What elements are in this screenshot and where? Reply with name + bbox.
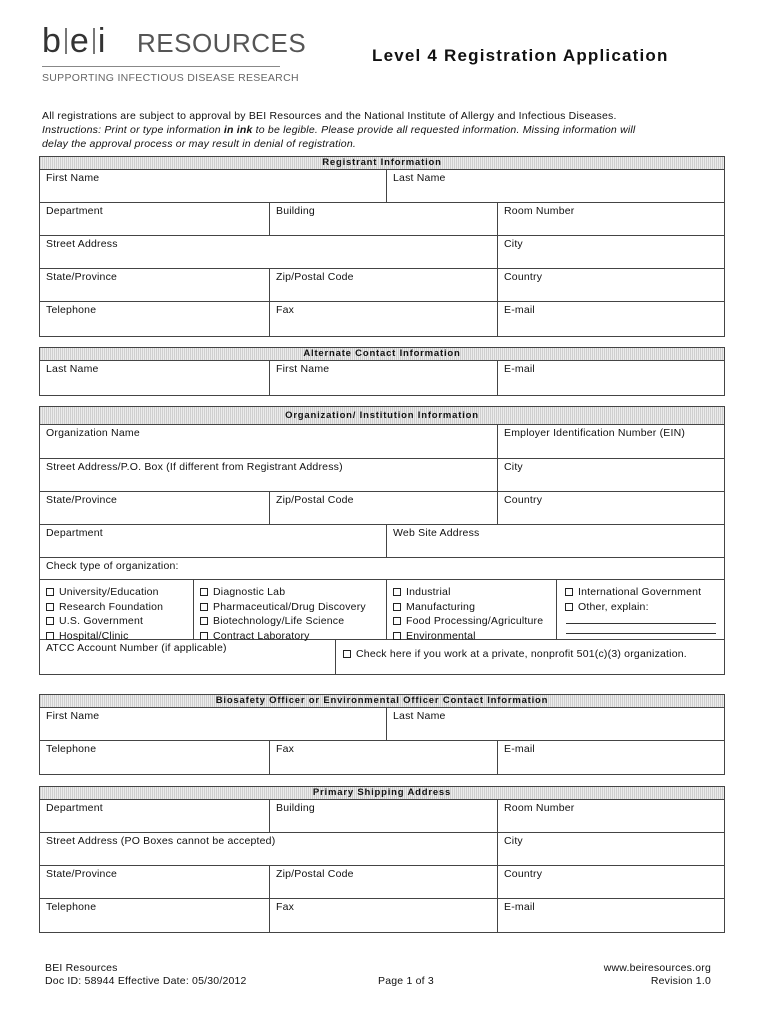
checkbox-environmental[interactable]: Environmental: [393, 629, 556, 644]
shipping-street-field[interactable]: Street Address (PO Boxes cannot be accepted): [46, 835, 276, 847]
form-row: [40, 866, 724, 899]
section-heading: Primary Shipping Address: [40, 787, 724, 800]
form-row: [40, 302, 724, 336]
shipping-section: [39, 786, 725, 933]
checkbox-icon: [393, 603, 401, 611]
alternate-last-name-field[interactable]: Last Name: [46, 363, 99, 375]
registrant-room-number-field[interactable]: Room Number: [497, 203, 724, 235]
organization-name-field[interactable]: Organization Name: [46, 427, 140, 439]
biosafety-last-name-field[interactable]: Last Name: [386, 708, 724, 740]
checkbox-icon: [565, 603, 573, 611]
checkbox-icon: [200, 617, 208, 625]
form-row: [40, 899, 724, 932]
checkbox-hospital[interactable]: Hospital/Clinic: [46, 629, 193, 644]
registrant-country-field[interactable]: Country: [497, 269, 724, 301]
checkbox-icon: [393, 632, 401, 640]
org-type-checkboxes: [40, 580, 724, 640]
checkbox-icon: [200, 632, 208, 640]
checkbox-research-foundation[interactable]: Research Foundation: [46, 600, 193, 615]
organization-zip-field[interactable]: Zip/Postal Code: [269, 492, 497, 524]
page-number: Page 1 of 3: [378, 975, 434, 987]
registrant-street-address-field[interactable]: Street Address: [46, 238, 118, 250]
atcc-account-field[interactable]: ATCC Account Number (if applicable): [46, 642, 227, 654]
shipping-telephone-field[interactable]: Telephone: [46, 901, 97, 913]
organization-city-field[interactable]: City: [497, 459, 724, 491]
checkbox-icon: [46, 588, 54, 596]
checkbox-diagnostic-lab[interactable]: Diagnostic Lab: [200, 585, 386, 600]
registrant-last-name-field[interactable]: Last Name: [386, 170, 724, 202]
footer-doc-id: Doc ID: 58944 Effective Date: 05/30/2012: [45, 975, 247, 987]
registrant-zip-field[interactable]: Zip/Postal Code: [269, 269, 497, 301]
checkbox-food-processing[interactable]: Food Processing/Agriculture: [393, 614, 556, 629]
instructions-cont: delay the approval process or may result in denial of registration.: [42, 138, 356, 150]
form-row: [40, 425, 724, 459]
form-row: [40, 492, 724, 525]
org-type-label: Check type of organization:: [46, 560, 179, 572]
footer-left: [45, 962, 247, 988]
checkbox-icon: [393, 588, 401, 596]
organization-section: [39, 406, 725, 675]
alternate-first-name-field[interactable]: First Name: [269, 361, 497, 395]
biosafety-fax-field[interactable]: Fax: [269, 741, 497, 774]
form-row: [40, 269, 724, 302]
website-field[interactable]: Web Site Address: [386, 525, 724, 557]
form-row: [40, 525, 724, 558]
shipping-fax-field[interactable]: Fax: [269, 899, 497, 932]
registrant-state-field[interactable]: State/Province: [46, 271, 118, 283]
shipping-city-field[interactable]: City: [497, 833, 724, 865]
shipping-department-field[interactable]: Department: [46, 802, 103, 814]
section-heading: Organization/ Institution Information: [40, 407, 724, 425]
form-row: [40, 708, 724, 741]
form-row: [40, 800, 724, 833]
checkbox-biotechnology[interactable]: Biotechnology/Life Science: [200, 614, 386, 629]
organization-state-field[interactable]: State/Province: [46, 494, 118, 506]
logo-rule: [42, 66, 280, 67]
checkbox-icon: [46, 603, 54, 611]
registrant-department-field[interactable]: Department: [46, 205, 103, 217]
shipping-building-field[interactable]: Building: [269, 800, 497, 832]
org-type-column: [556, 580, 724, 639]
approval-note: All registrations are subject to approval by BEI Resources and the National Institute of Allergy and Infectious Diseases.: [42, 110, 617, 122]
section-heading: Alternate Contact Information: [40, 348, 724, 361]
instructions: Instructions: Print or type information in ink to be legible. Please provide all requested information. Missing information will: [42, 124, 636, 136]
checkbox-icon: [200, 603, 208, 611]
registrant-email-field[interactable]: E-mail: [497, 302, 724, 336]
checkbox-icon: [343, 650, 351, 658]
document-title: Level 4 Registration Application: [372, 46, 669, 65]
form-row: [40, 640, 724, 674]
organization-country-field[interactable]: Country: [497, 492, 724, 524]
checkbox-icon: [46, 632, 54, 640]
other-explain-line[interactable]: [566, 624, 716, 634]
registrant-telephone-field[interactable]: Telephone: [46, 304, 97, 316]
checkbox-icon: [565, 588, 573, 596]
section-heading: Biosafety Officer or Environmental Officer Contact Information: [40, 695, 724, 708]
section-heading: Registrant Information: [40, 157, 724, 170]
checkbox-industrial[interactable]: Industrial: [393, 585, 556, 600]
org-type-column: [193, 580, 386, 642]
nonprofit-checkbox[interactable]: Check here if you work at a private, nonprofit 501(c)(3) organization.: [335, 640, 724, 674]
registrant-section: [39, 156, 725, 337]
checkbox-international-government[interactable]: International Government: [565, 585, 724, 600]
form-row: [40, 741, 724, 774]
footer-org: BEI Resources: [45, 962, 118, 974]
logo-mark: b e i: [42, 22, 107, 60]
shipping-country-field[interactable]: Country: [497, 866, 724, 898]
checkbox-manufacturing[interactable]: Manufacturing: [393, 600, 556, 615]
form-row: [40, 558, 724, 580]
footer-revision: Revision 1.0: [650, 975, 711, 987]
organization-street-field[interactable]: Street Address/P.O. Box (If different from Registrant Address): [46, 461, 343, 473]
biosafety-telephone-field[interactable]: Telephone: [46, 743, 97, 755]
org-type-column: [386, 580, 556, 642]
biosafety-section: [39, 694, 725, 775]
logo-wordmark: RESOURCES: [137, 28, 307, 58]
registrant-building-field[interactable]: Building: [269, 203, 497, 235]
organization-department-field[interactable]: Department: [46, 527, 103, 539]
alternate-contact-section: [39, 347, 725, 396]
intro-text: [42, 109, 732, 151]
checkbox-icon: [46, 617, 54, 625]
checkbox-icon: [200, 588, 208, 596]
checkbox-other[interactable]: Other, explain:: [565, 600, 724, 615]
checkbox-contract-lab[interactable]: Contract Laboratory: [200, 629, 386, 644]
form-row: [40, 459, 724, 492]
registrant-first-name-field[interactable]: First Name: [46, 172, 100, 184]
form-row: [40, 236, 724, 269]
biosafety-email-field[interactable]: E-mail: [497, 741, 724, 774]
ein-field[interactable]: Employer Identification Number (EIN): [497, 425, 724, 458]
shipping-zip-field[interactable]: Zip/Postal Code: [269, 866, 497, 898]
form-row: [40, 203, 724, 236]
registrant-fax-field[interactable]: Fax: [269, 302, 497, 336]
logo-tagline: SUPPORTING INFECTIOUS DISEASE RESEARCH: [42, 72, 299, 84]
alternate-email-field[interactable]: E-mail: [497, 361, 724, 395]
shipping-state-field[interactable]: State/Province: [46, 868, 118, 880]
footer-right: [604, 962, 711, 988]
form-row: [40, 361, 724, 395]
checkbox-us-government[interactable]: U.S. Government: [46, 614, 193, 629]
checkbox-university[interactable]: University/Education: [46, 585, 193, 600]
shipping-room-number-field[interactable]: Room Number: [497, 800, 724, 832]
other-explain-line[interactable]: [566, 614, 716, 624]
registrant-city-field[interactable]: City: [497, 236, 724, 268]
form-row: [40, 833, 724, 866]
footer-website[interactable]: www.beiresources.org: [603, 962, 711, 974]
checkbox-icon: [393, 617, 401, 625]
biosafety-first-name-field[interactable]: First Name: [46, 710, 100, 722]
shipping-email-field[interactable]: E-mail: [497, 899, 724, 932]
org-type-column: [40, 580, 193, 642]
form-row: [40, 170, 724, 203]
checkbox-pharmaceutical[interactable]: Pharmaceutical/Drug Discovery: [200, 600, 386, 615]
